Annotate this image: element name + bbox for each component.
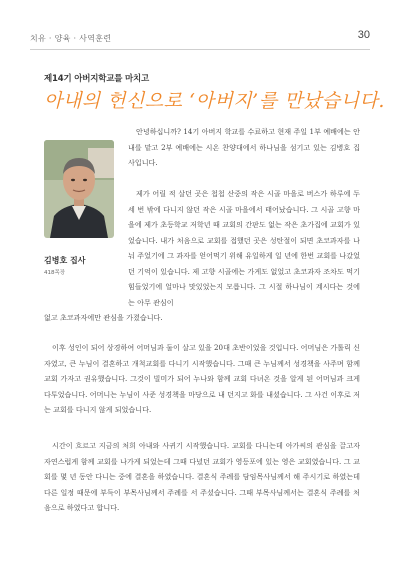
breadcrumb: 치유 · 양육 · 사역훈련 bbox=[30, 34, 112, 43]
header-divider bbox=[30, 49, 370, 50]
article-headline: 아내의 헌신으로 ‘아버지’를 만났습니다. bbox=[44, 90, 385, 112]
author-group: 418목장 bbox=[44, 270, 66, 276]
paragraph-adulthood: 이후 성인이 되어 상경하여 어머님과 둘이 살고 있을 20대 초반이었을 것입니다. 어머님은 가톨릭 신자였고, 큰 누님이 결혼하고 개척교회를 다니기 시작했습니다. 그때 큰 누님께서 성경책을 사주며 함께 교회 가자고 권유했습니다. 그것이 빌미가 되어 누나와 함께 교회 다녀온 것을 알게 된 어머님과 크게 다투었습니다. 어머니는 누님이 사준 성경책을 마당으로 내 던지고 화를 내셨습니다. 그 사건 이후로 저는 교회를 다니지 않게 되었습니다. bbox=[44, 343, 360, 414]
page-number: 30 bbox=[357, 29, 370, 41]
paragraph-childhood-end: 없고 초코과자에만 관심을 가졌습니다. bbox=[44, 313, 163, 322]
author-name: 김병호 집사 bbox=[44, 256, 86, 265]
author-photo bbox=[44, 140, 114, 238]
page-header bbox=[30, 27, 370, 47]
author-portrait-illustration bbox=[44, 140, 114, 238]
paragraph-intro: 안녕하십니까? 14기 아버지 학교를 수료하고 현재 주일 1부 예배에는 안내를 맡고 2부 예배에는 시온 찬양대에서 하나님을 섬기고 있는 김병호 집사입니다. bbox=[128, 127, 360, 167]
paragraph-childhood: 제가 어릴 적 살던 곳은 첩첩 산중의 작은 시골 마을로 버스가 하루에 두세 번 밖에 다니지 않던 작은 시골 마을에서 태어났습니다. 그 시골 고향 마을에 제가 초등학교 저학년 때 교회의 간판도 없는 작은 초가집에 교회가 있었습니다. 내가 처음으로 교회를 접했던 곳은 성탄절이 되면 초코과자를 나눠 주었기에 그 과자를 얻어먹기 위해 유일하게 일 년에 한번 교회를 나갔었던 기억이 있습니다. 제 고향 시골에는 가게도 없었고 초코과자 조차도 먹기 힘들었기에 얼마나 맛있었는지 모릅니다. 그 시절 하나님이 계시다는 것에는 아무 관심이 bbox=[128, 189, 360, 307]
section-label: 제14기 아버지학교를 마치고 bbox=[44, 74, 150, 84]
paragraph-marriage: 시간이 흐르고 지금의 처희 아내와 사귀기 시작했습니다. 교회를 다니는데 아가씨의 관심을 끌고자 자연스럽게 함께 교회를 나가게 되었는데 그때 다녔던 교회가 영등포에 있는 영은 교회였습니다. 그 교회를 몇 년 동안 다니는 중에 결혼을 하였습니다. 결혼식 주례를 담임목사님께서 해 주시기로 하였는데 다른 일정 때문에 부득이 부목사님께서 주례를 서 주셨습니다. 그때 부목사님께서는 결혼식 주례를 처음으로 하였다고 합니다. bbox=[44, 441, 360, 512]
